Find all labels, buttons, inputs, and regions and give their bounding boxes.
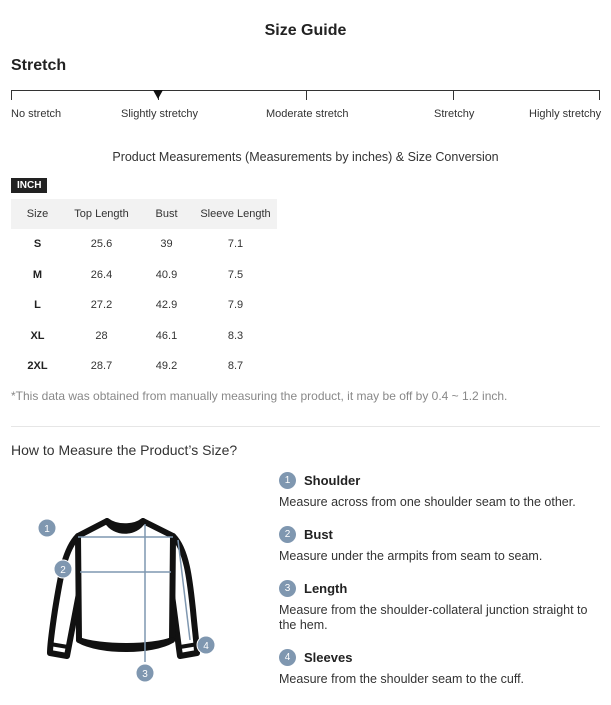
sleeve-length-cell: 8.7 (227, 360, 244, 373)
stretch-tick (306, 90, 307, 100)
sleeve-length-cell: 7.9 (227, 299, 244, 312)
measure-item-desc: Measure under the armpits from seam to seam. (279, 549, 543, 563)
number-badge-icon: 3 (279, 580, 296, 597)
measure-item-name: Shoulder (304, 473, 361, 488)
sleeve-length-cell: 8.3 (227, 329, 244, 342)
table-row (11, 290, 277, 321)
measure-item-desc: Measure from the shoulder-collateral junction straight to the hem. (279, 603, 588, 632)
stretch-level-stretchy: Stretchy (434, 108, 475, 120)
svg-text:4: 4 (203, 641, 209, 652)
stretch-section-title: Stretch (11, 57, 67, 74)
stretch-level-no-stretch: No stretch (11, 108, 62, 120)
measure-item-bust (279, 526, 599, 564)
stretch-level-slightly-stretchy: Slightly stretchy (121, 108, 199, 120)
table-row (11, 321, 277, 352)
measure-item-desc: Measure from the shoulder seam to the cuff. (279, 672, 525, 686)
table-row (11, 229, 277, 260)
unit-badge: INCH (11, 178, 47, 193)
stretch-level-highly-stretchy: Highly stretchy (529, 108, 602, 120)
number-badge-icon: 2 (279, 526, 296, 543)
measure-item-name: Sleeves (304, 650, 353, 665)
measure-item-length (279, 580, 599, 633)
size-table (11, 199, 277, 382)
top-length-cell: 25.6 (90, 238, 113, 251)
column-header-top-length: Top Length (64, 199, 139, 229)
measure-item-desc: Measure across from one shoulder seam to the other. (279, 495, 576, 509)
stretch-tick (453, 90, 454, 100)
sleeve-length-cell: 7.1 (227, 238, 244, 251)
table-row (11, 351, 277, 382)
size-cell: S (33, 238, 42, 251)
column-header-sleeve-length: Sleeve Length (194, 199, 277, 229)
svg-text:2: 2 (60, 565, 66, 576)
section-divider (11, 426, 600, 427)
size-cell: XL (30, 329, 45, 342)
number-badge-icon: 1 (279, 472, 296, 489)
stretch-level-moderate-stretch: Moderate stretch (266, 108, 349, 120)
column-header-bust: Bust (139, 199, 194, 229)
bust-cell: 40.9 (155, 268, 178, 281)
size-cell: L (34, 299, 41, 312)
column-header-size: Size (11, 199, 64, 229)
stretch-selected-marker-icon (153, 90, 163, 99)
stretch-tick (599, 90, 600, 100)
top-length-cell: 28 (95, 329, 108, 342)
top-length-cell: 28.7 (90, 360, 113, 373)
measurement-note: *This data was obtained from manually measuring the product, it may be off by 0.4 ~ 1.2 inch. (11, 389, 508, 403)
table-header-row (11, 199, 277, 229)
sweater-diagram-icon (30, 510, 230, 690)
stretch-tick (11, 90, 12, 100)
bust-cell: 42.9 (155, 299, 178, 312)
bust-cell: 46.1 (155, 329, 178, 342)
measure-item-sleeves (279, 649, 599, 687)
page-title: Size Guide (264, 22, 347, 39)
measurements-subtitle: Product Measurements (Measurements by inches) & Size Conversion (112, 150, 499, 164)
top-length-cell: 27.2 (90, 299, 113, 312)
size-cell: 2XL (27, 360, 48, 373)
measure-item-shoulder (279, 472, 599, 510)
svg-text:1: 1 (44, 524, 50, 535)
top-length-cell: 26.4 (90, 268, 113, 281)
svg-text:3: 3 (142, 669, 148, 680)
measure-item-name: Length (304, 581, 348, 596)
measure-item-name: Bust (304, 527, 333, 542)
bust-cell: 49.2 (155, 360, 178, 373)
how-to-measure-title: How to Measure the Product’s Size? (11, 442, 238, 458)
sleeve-length-cell: 7.5 (227, 268, 244, 281)
table-row (11, 260, 277, 291)
size-cell: M (32, 268, 43, 281)
number-badge-icon: 4 (279, 649, 296, 666)
bust-cell: 39 (160, 238, 173, 251)
